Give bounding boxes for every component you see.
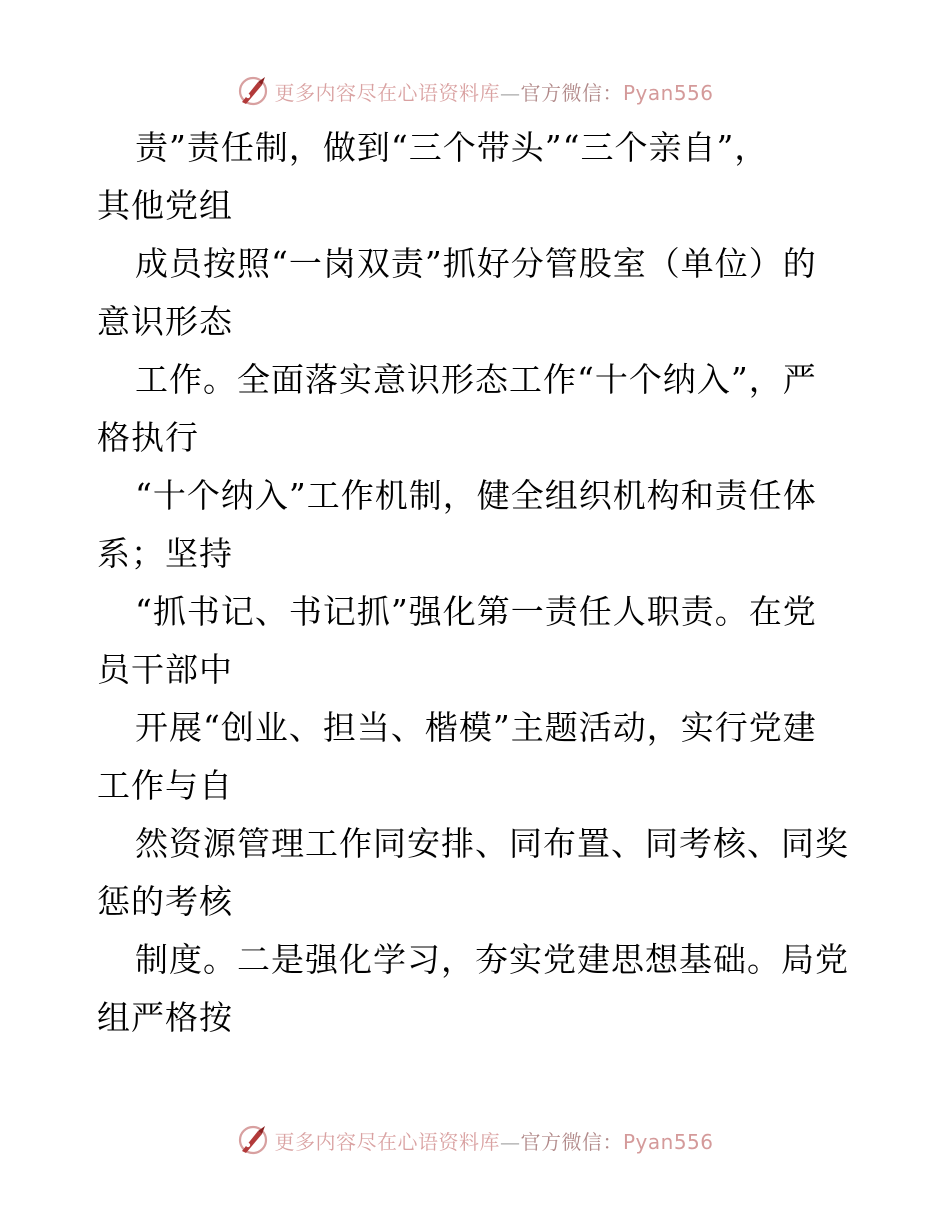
text-line: “十个纳入”工作机制，健全组织机构和责任体 bbox=[135, 476, 817, 515]
footer-watermark bbox=[0, 1120, 950, 1160]
document-body bbox=[97, 119, 857, 1047]
watermark-text bbox=[274, 1126, 713, 1155]
text-line: 系；坚持 bbox=[97, 534, 233, 573]
watermark-wechat-label: 官方微信： bbox=[520, 80, 623, 105]
text-line: 格执行 bbox=[97, 418, 199, 457]
watermark-brand: 更多内容尽在心语资料库 bbox=[274, 80, 500, 105]
quill-pen-logo-icon bbox=[236, 1123, 270, 1157]
text-line: 成员按照“一岗双责”抓好分管股室（单位）的 bbox=[135, 244, 817, 283]
text-line: 其他党组 bbox=[97, 186, 233, 225]
text-line: 组严格按 bbox=[97, 998, 233, 1037]
text-line: 开展“创业、担当、楷模”主题活动，实行党建 bbox=[135, 708, 817, 747]
watermark-brand: 更多内容尽在心语资料库 bbox=[274, 1129, 500, 1154]
text-line: “抓书记、书记抓”强化第一责任人职责。在党 bbox=[135, 592, 817, 631]
text-line: 员干部中 bbox=[97, 650, 233, 689]
text-line: 责”责任制，做到“三个带头”“三个亲自”， bbox=[135, 128, 769, 167]
watermark-text bbox=[274, 77, 713, 106]
watermark-wechat-id: Pyan556 bbox=[622, 1129, 714, 1154]
text-line: 然资源管理工作同安排、同布置、同考核、同奖 bbox=[135, 824, 849, 863]
header-watermark bbox=[0, 71, 950, 111]
watermark-dash: — bbox=[499, 80, 521, 105]
watermark-wechat-label: 官方微信： bbox=[520, 1129, 623, 1154]
text-line: 制度。二是强化学习，夯实党建思想基础。局党 bbox=[135, 940, 849, 979]
watermark-wechat-id: Pyan556 bbox=[622, 80, 714, 105]
text-line: 工作。全面落实意识形态工作“十个纳入”，严 bbox=[135, 360, 817, 399]
text-line: 意识形态 bbox=[97, 302, 233, 341]
quill-pen-logo-icon bbox=[236, 74, 270, 108]
text-line: 工作与自 bbox=[97, 766, 233, 805]
text-line: 惩的考核 bbox=[97, 882, 233, 921]
watermark-dash: — bbox=[499, 1129, 521, 1154]
